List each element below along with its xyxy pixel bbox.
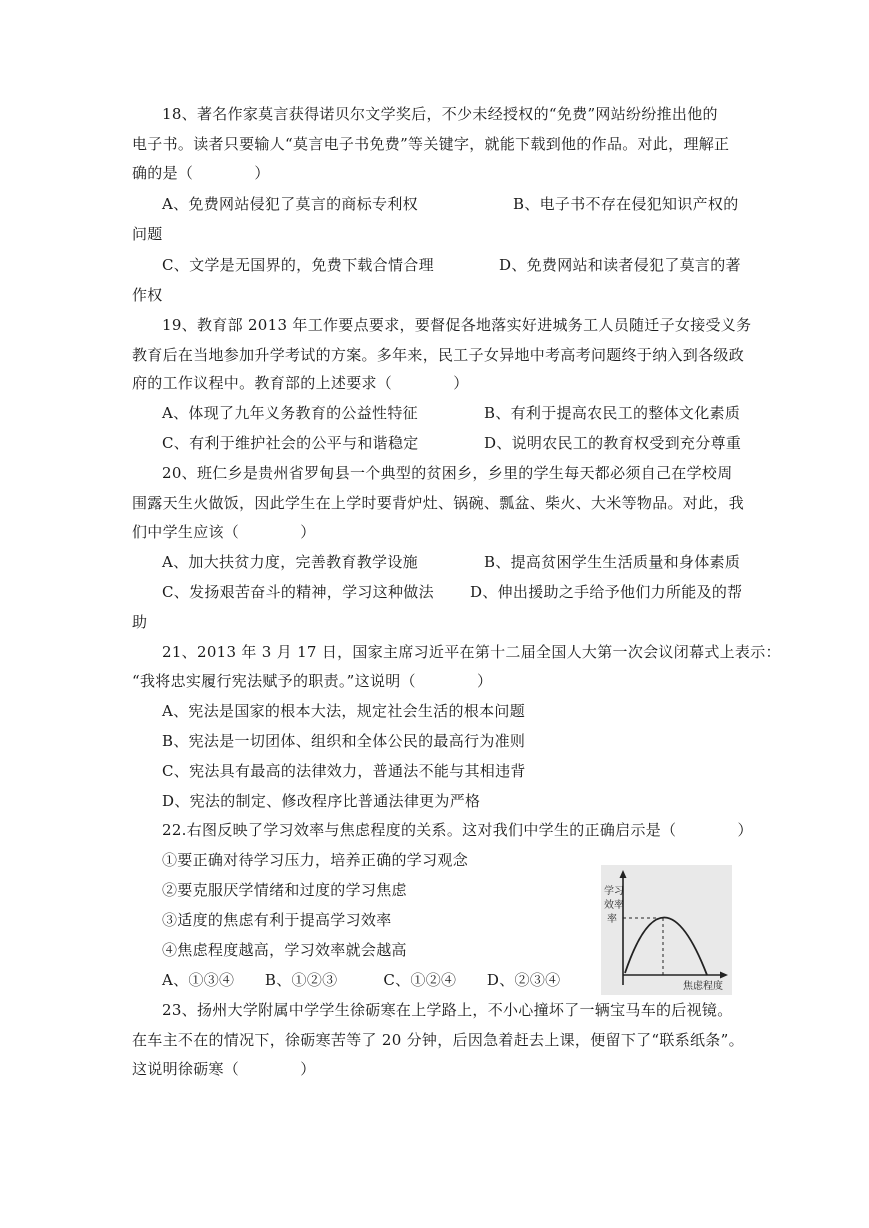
q23-stem-line-1: 23、扬州大学附属中学学生徐砺寒在上学路上，不小心撞坏了一辆宝马车的后视镜。 <box>162 1001 733 1019</box>
q20-option-a: A、加大扶贫力度，完善教育教学设施 <box>162 553 418 571</box>
q20-option-d-cont: 助 <box>132 613 148 631</box>
inverted-u-curve <box>625 917 707 975</box>
q21-option-b: B、宪法是一切团体、组织和全体公民的最高行为准则 <box>162 732 526 750</box>
x-axis-arrow-icon <box>720 972 728 979</box>
q19-stem-line-2: 教育后在当地参加升学考试的方案。多年来，民工子女异地中考高考问题终于纳入到各级政 <box>132 346 745 364</box>
q21-option-d: D、宪法的制定、修改程序比普通法律更为严格 <box>162 792 481 810</box>
q23-stem-line-2: 在车主不在的情况下，徐砺寒苦等了 20 分钟，后因急着赶去上课，便留下了“联系纸条”。 <box>132 1031 744 1049</box>
q22-statement-4: ④焦虑程度越高，学习效率就会越高 <box>162 941 407 959</box>
y-label-line-1: 学习 <box>604 886 624 897</box>
q21-option-c: C、宪法具有最高的法律效力，普通法不能与其相违背 <box>162 762 526 780</box>
q20-stem-line-2: 围露天生火做饭，因此学生在上学时要背炉灶、锅碗、瓢盆、柴火、大米等物品。对此，我 <box>132 494 745 512</box>
q19-option-c: C、有利于维护社会的公平与和谐稳定 <box>162 434 419 452</box>
q19-stem-line-1: 19、教育部 2013 年工作要点要求，要督促各地落实好进城务工人员随迁子女接受义务 <box>162 316 752 334</box>
q18-option-d: D、免费网站和读者侵犯了莫言的著 <box>499 256 741 274</box>
q18-option-b: B、电子书不存在侵犯知识产权的 <box>513 195 739 213</box>
q20-stem-line-1: 20、班仁乡是贵州省罗甸县一个典型的贫困乡，乡里的学生每天都必须自己在学校周 <box>162 464 733 482</box>
q22-statement-1: ①要正确对待学习压力，培养正确的学习观念 <box>162 851 469 869</box>
q21-option-a: A、宪法是国家的根本大法，规定社会生活的根本问题 <box>162 702 526 720</box>
q19-stem-line-3: 府的工作议程中。教育部的上述要求（ ） <box>132 374 469 392</box>
q18-stem-line-1: 18、著名作家莫言获得诺贝尔文学奖后，不少未经授权的“免费”网站纷纷推出他的 <box>162 105 718 123</box>
anxiety-efficiency-graph <box>601 865 732 995</box>
q21-stem-line-2: “我将忠实履行宪法赋予的职责。”这说明（ ） <box>132 672 493 690</box>
q22-answer-choices: A、①③④ B、①②③ C、①②④ D、②③④ <box>162 971 561 989</box>
q20-stem-line-3: 们中学生应该（ ） <box>132 523 316 541</box>
y-label-line-3: 率 <box>607 914 617 925</box>
q18-stem-line-3: 确的是（ ） <box>132 164 270 182</box>
q20-option-d: D、伸出援助之手给予他们力所能及的帮 <box>470 583 743 601</box>
q23-stem-line-3: 这说明徐砺寒（ ） <box>132 1060 316 1078</box>
q22-statement-2: ②要克服厌学情绪和过度的学习焦虑 <box>162 881 407 899</box>
q20-option-c: C、发扬艰苦奋斗的精神，学习这种做法 <box>162 583 434 601</box>
q18-option-d-cont: 作权 <box>132 286 163 304</box>
q22-statement-3: ③适度的焦虑有利于提高学习效率 <box>162 911 392 929</box>
q18-stem-line-2: 电子书。读者只要输人“莫言电子书免费”等关键字，就能下载到他的作品。对此，理解正 <box>132 135 730 153</box>
q18-option-a: A、免费网站侵犯了莫言的商标专利权 <box>162 195 418 213</box>
y-axis-arrow-icon <box>620 870 627 878</box>
q19-option-d: D、说明农民工的教育权受到充分尊重 <box>484 434 742 452</box>
q19-option-a: A、体现了九年义务教育的公益性特征 <box>162 404 418 422</box>
q22-stem: 22.右图反映了学习效率与焦虑程度的关系。这对我们中学生的正确启示是（ ） <box>162 821 753 839</box>
q19-option-b: B、有利于提高农民工的整体文化素质 <box>484 404 741 422</box>
x-axis-label: 焦虑程度 <box>683 981 723 992</box>
q18-option-c: C、文学是无国界的，免费下载合情合理 <box>162 256 434 274</box>
y-label-line-2: 效率 <box>604 900 624 911</box>
anxiety-efficiency-figure <box>601 865 732 995</box>
q18-option-b-cont: 问题 <box>132 225 163 243</box>
q21-stem-line-1: 21、2013 年 3 月 17 日，国家主席习近平在第十二届全国人大第一次会议闭幕式上表示： <box>162 643 781 661</box>
q20-option-b: B、提高贫困学生生活质量和身体素质 <box>484 553 741 571</box>
